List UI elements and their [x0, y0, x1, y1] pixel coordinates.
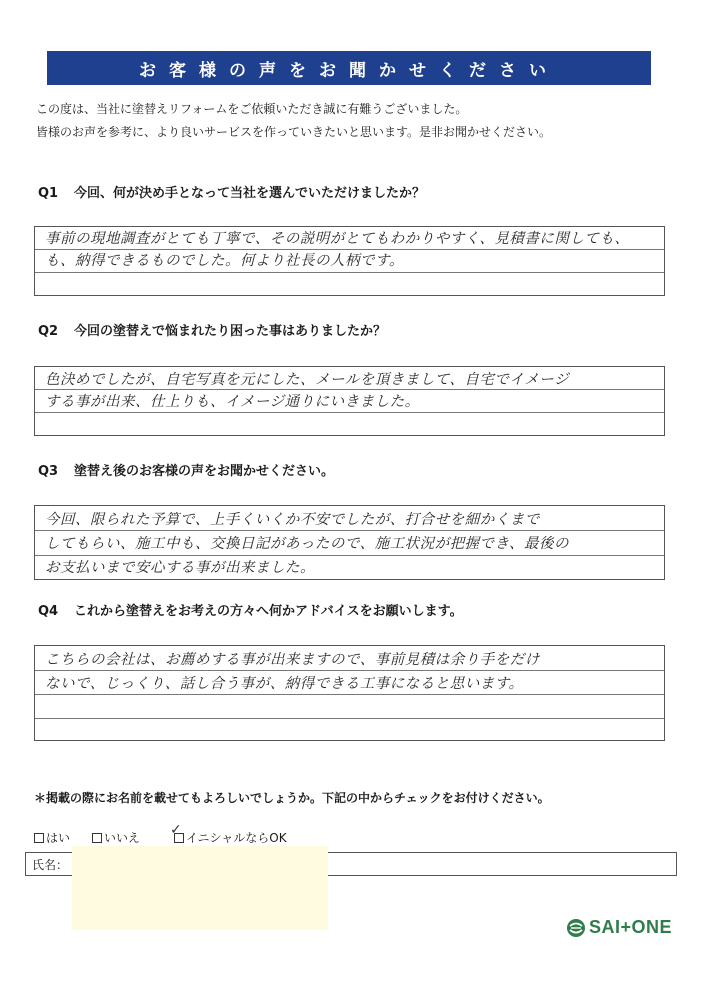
- option-label: イニシャルならOK: [186, 831, 287, 845]
- answer-line: 色決めでしたが、自宅写真を元にした、メールを頂きまして、自宅でイメージ: [45, 372, 569, 388]
- handwritten-answer: [45, 648, 658, 696]
- checkbox-yes[interactable]: [34, 833, 44, 843]
- question-text: 塗替え後のお客様の声をお聞かせください。: [74, 464, 335, 479]
- logo-text: SAI+ONE: [589, 917, 673, 937]
- question-4: [38, 600, 463, 619]
- answer-box-3: [34, 505, 665, 580]
- answer-line: 事前の現地調査がとても丁寧で、その説明がとてもわかりやすく、見積書に関しても、: [45, 231, 630, 247]
- option-no[interactable]: [92, 829, 140, 846]
- question-2: [38, 320, 386, 339]
- question-number: Q3: [38, 464, 59, 479]
- answer-box-1: [34, 226, 665, 296]
- check-mark-icon: ✓: [170, 822, 182, 838]
- company-logo: [566, 917, 672, 938]
- intro-text: [36, 98, 551, 144]
- answer-line: ないで、じっくり、話し合う事が、納得できる工事になると思います。: [45, 676, 524, 692]
- handwritten-answer: [45, 508, 658, 580]
- answer-box-2: [34, 366, 665, 436]
- answer-line: してもらい、施工中も、交換日記があったので、施工状況が把握でき、最後の: [45, 536, 569, 552]
- question-text: これから塗替えをお考えの方々へ何かアドバイスをお願いします。: [74, 604, 463, 619]
- page-title: お客様の声をお聞かせください: [47, 51, 651, 85]
- intro-line-2: 皆様のお声を参考に、より良いサービスを作っていきたいと思います。是非お聞かせください。: [36, 125, 552, 139]
- ruled-line: [35, 272, 664, 273]
- option-label: いいえ: [104, 831, 141, 845]
- answer-line: も、納得できるものでした。何より社長の人柄です。: [45, 253, 404, 269]
- checkbox-no[interactable]: [92, 833, 102, 843]
- consent-question: ＊掲載の際にお名前を載せてもよろしいでしょうか。下記の中からチェックをお付けください。: [34, 791, 550, 805]
- option-initials[interactable]: [174, 829, 287, 846]
- swirl-logo-icon: [566, 918, 586, 938]
- handwritten-answer: [45, 369, 658, 413]
- answer-line: お支払いまで安心する事が出来ました。: [45, 560, 315, 576]
- question-1: [38, 182, 425, 201]
- answer-line: こちらの会社は、お薦めする事が出来ますので、事前見積は余り手をだけ: [45, 652, 540, 668]
- question-number: Q4: [38, 604, 59, 619]
- answer-box-4: [34, 645, 665, 741]
- intro-line-1: この度は、当社に塗替えリフォームをご依頼いただき誠に有難うございました。: [36, 102, 468, 116]
- redaction-block: [72, 846, 328, 930]
- option-label: はい: [46, 831, 71, 845]
- answer-line: 今回、限られた予算で、上手くいくか不安でしたが、打合せを細かくまで: [45, 512, 540, 528]
- name-label: 氏名：: [32, 858, 69, 872]
- ruled-line: [35, 718, 664, 719]
- question-text: 今回、何が決め手となって当社を選んでいただけましたか？: [74, 186, 426, 201]
- question-number: Q1: [38, 186, 59, 201]
- answer-line: する事が出来、仕上りも、イメージ通りにいきました。: [45, 394, 420, 410]
- question-text: 今回の塗替えで悩まれたり困った事はありましたか？: [74, 324, 387, 339]
- question-number: Q2: [38, 324, 59, 339]
- option-yes[interactable]: [34, 829, 70, 846]
- handwritten-answer: [45, 228, 658, 272]
- question-3: [38, 460, 334, 479]
